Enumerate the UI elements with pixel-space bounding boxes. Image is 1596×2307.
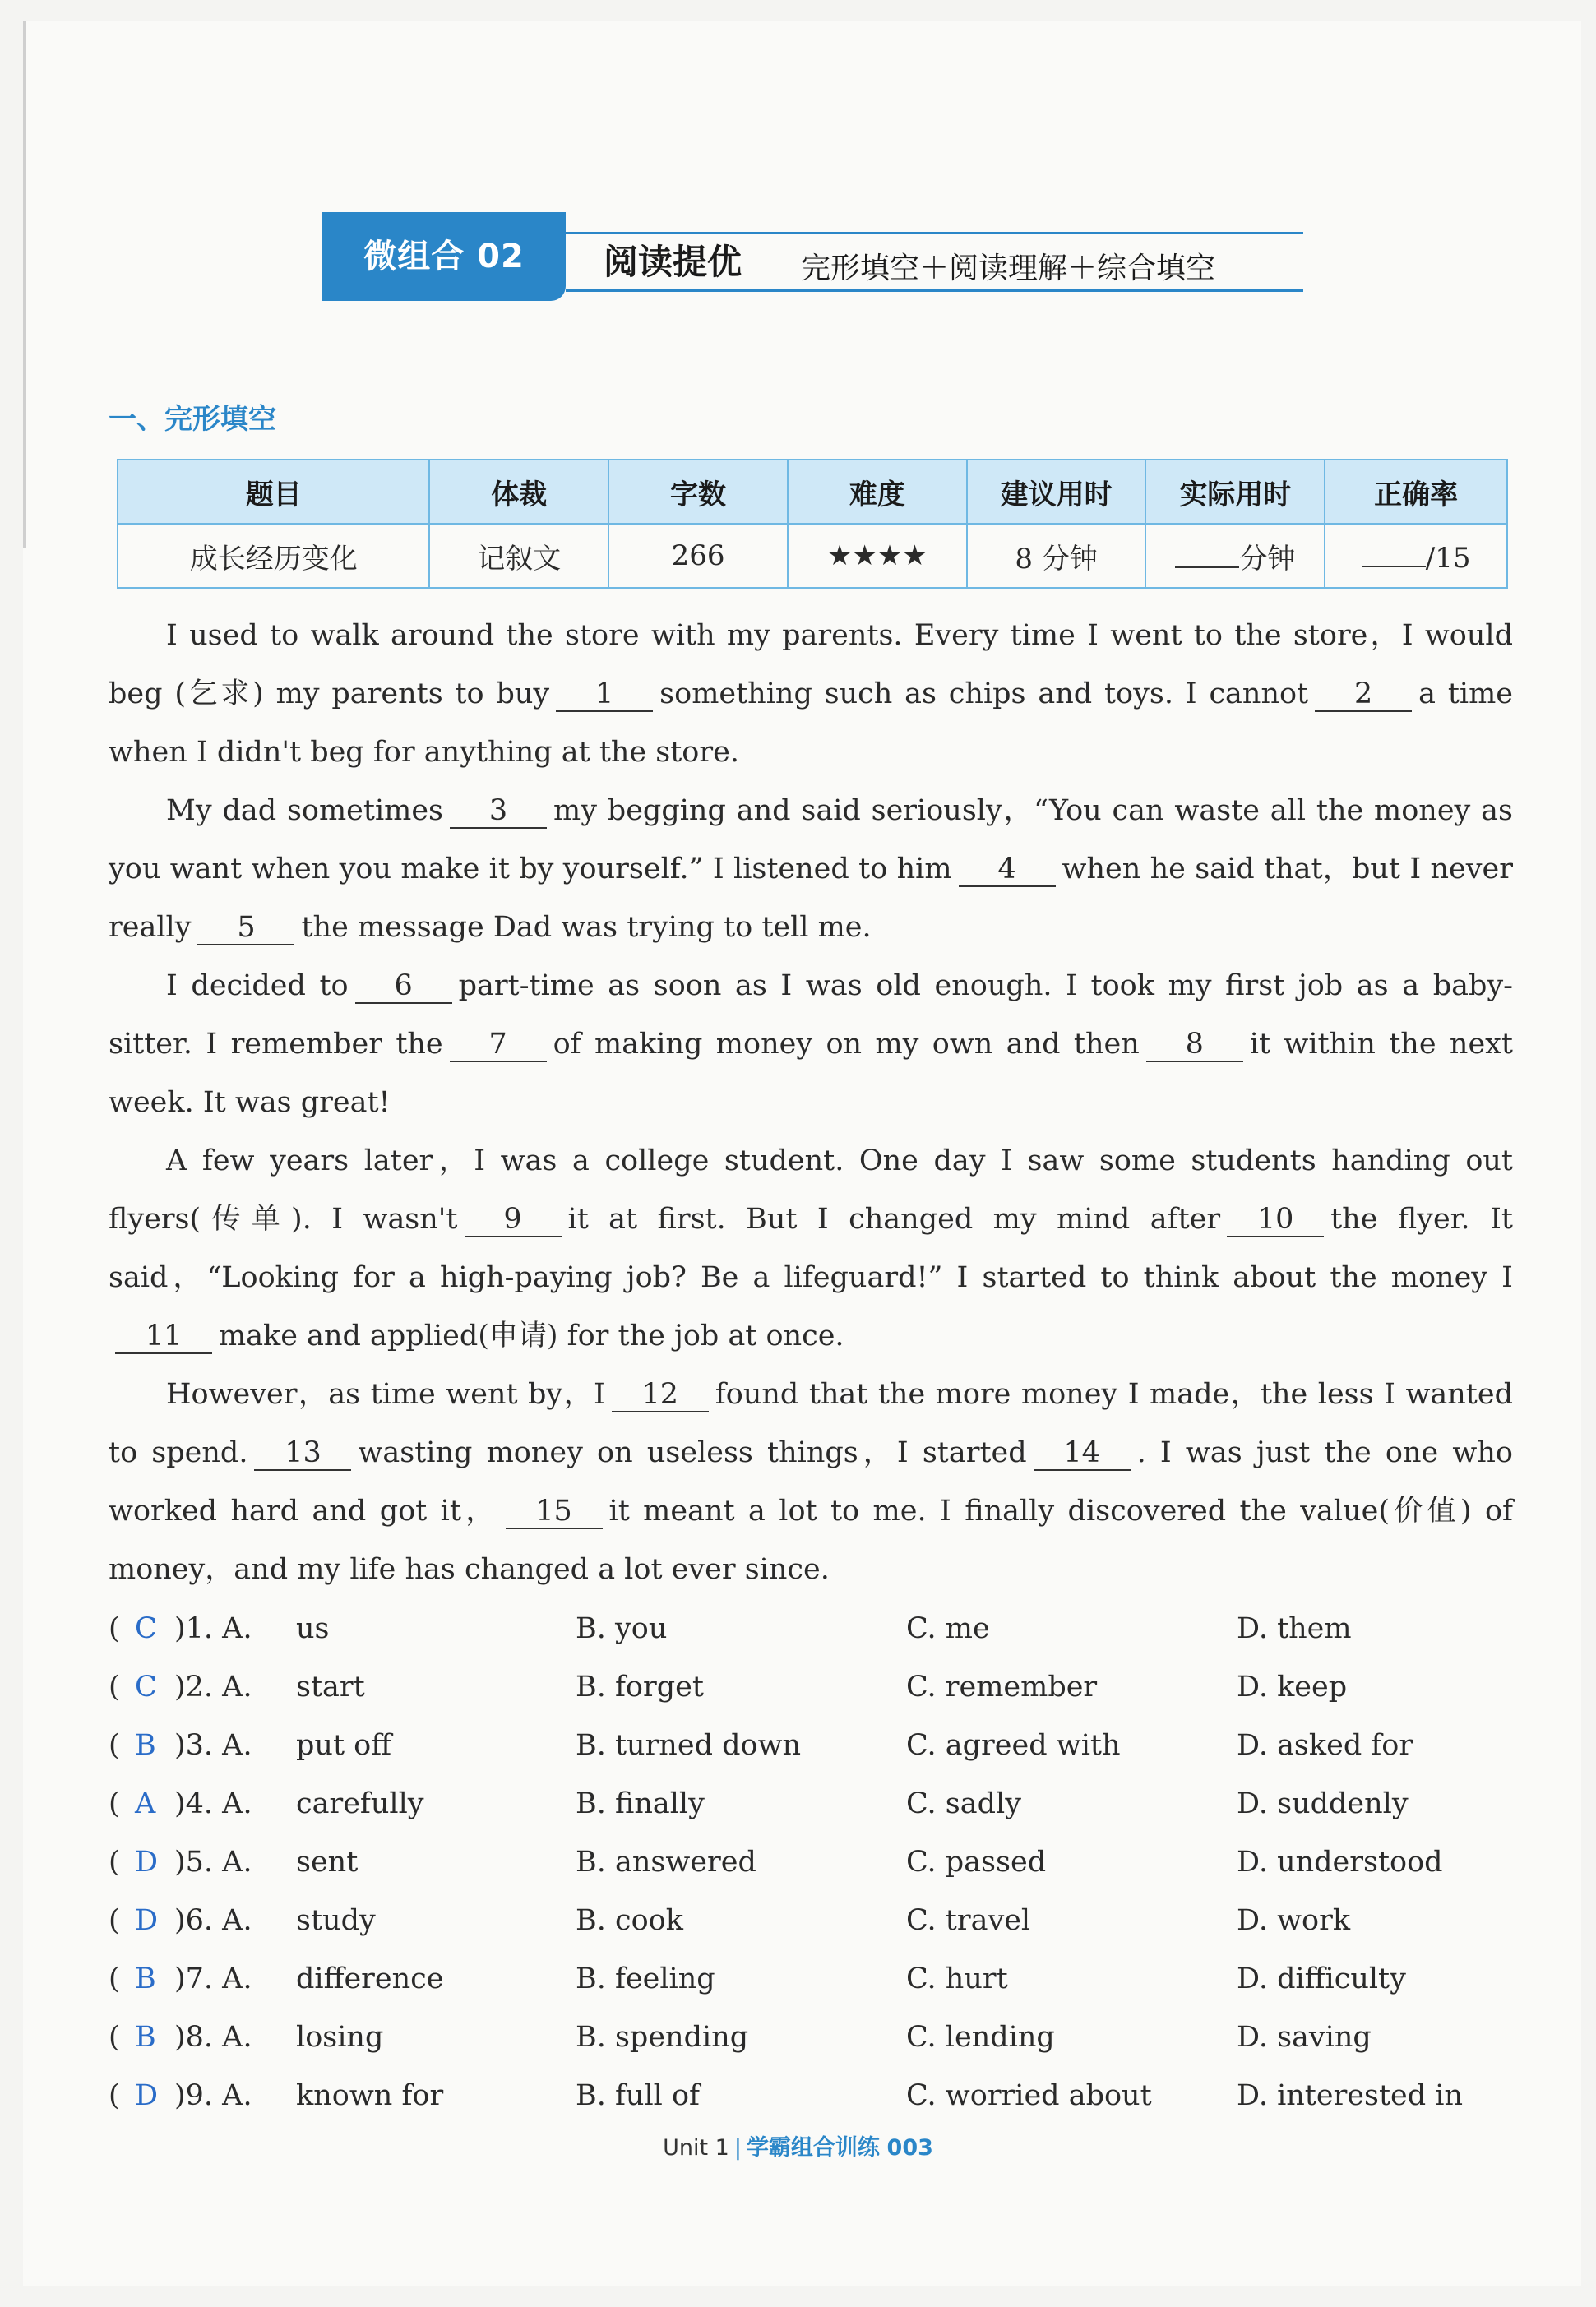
cell-suggested-time: 8 分钟 (967, 524, 1146, 588)
option-c[interactable]: C. hurt (906, 1963, 1008, 1995)
question-list (109, 1600, 1513, 2125)
paragraph-1 (109, 607, 1513, 782)
option-b[interactable]: B. finally (576, 1787, 705, 1820)
gap-10: 10 (1227, 1203, 1324, 1237)
option-d[interactable]: D. difficulty (1237, 1963, 1406, 1995)
gap-8: 8 (1146, 1028, 1243, 1062)
header-topic: 题目 (118, 460, 429, 524)
question-row (109, 2067, 1513, 2125)
table-row (118, 524, 1507, 588)
banner-line-bottom (566, 289, 1303, 292)
option-a[interactable]: losing (296, 2021, 384, 2054)
option-c[interactable]: C. travel (906, 1904, 1031, 1937)
passage-text: part-time as soon as I was old enough. I took my first job as a baby-sitter. I remember the (109, 969, 1513, 1061)
question-number: )5. A. (174, 1846, 252, 1879)
option-a[interactable]: start (296, 1671, 365, 1704)
option-d[interactable]: D. asked for (1237, 1729, 1413, 1762)
passage-text: My dad sometimes (166, 794, 444, 827)
option-c[interactable]: C. remember (906, 1671, 1098, 1704)
option-b[interactable]: B. full of (576, 2079, 701, 2112)
question-number: )3. A. (174, 1729, 252, 1762)
passage-text: it within the next week. It was great! (109, 1028, 1513, 1119)
gap-11: 11 (115, 1320, 212, 1354)
passage-text: make and applied(申请) for the job at once. (219, 1320, 844, 1352)
option-b[interactable]: B. feeling (576, 1963, 715, 1995)
option-c[interactable]: C. passed (906, 1846, 1047, 1879)
footer-brand: 学霸组合训练 (746, 2135, 880, 2161)
header-difficulty: 难度 (788, 460, 967, 524)
question-row (109, 1892, 1513, 1950)
option-d[interactable]: D. work (1237, 1904, 1351, 1937)
passage-text: wasting money on useless things，I started (358, 1436, 1027, 1469)
option-b[interactable]: B. forget (576, 1671, 704, 1704)
paragraph-4 (109, 1132, 1513, 1366)
gap-15: 15 (506, 1495, 603, 1529)
question-row (109, 2009, 1513, 2067)
answer-choice[interactable]: B (135, 1729, 156, 1762)
passage-text: However，as time went by，I (166, 1378, 605, 1411)
option-a[interactable]: study (296, 1904, 376, 1937)
paragraph-3 (109, 957, 1513, 1132)
option-b[interactable]: B. answered (576, 1846, 756, 1879)
gap-6: 6 (355, 969, 452, 1004)
section-title: 一、完形填空 (109, 403, 276, 436)
cell-actual-time (1145, 524, 1325, 588)
paren-open: ( (109, 1846, 120, 1879)
passage-text: a time when I didn't beg for anything at the store. (109, 677, 1514, 769)
option-d[interactable]: D. saving (1237, 2021, 1372, 2054)
paragraph-5 (109, 1366, 1513, 1599)
paren-open: ( (109, 1963, 120, 1995)
option-c[interactable]: C. me (906, 1612, 990, 1645)
question-number: )4. A. (174, 1787, 252, 1820)
question-row (109, 1833, 1513, 1892)
paren-open: ( (109, 1729, 120, 1762)
passage-text: it at first. But I changed my mind after (567, 1203, 1221, 1236)
paren-open: ( (109, 2021, 120, 2054)
cell-difficulty-stars: ★★★★ (788, 524, 967, 588)
option-c[interactable]: C. worried about (906, 2079, 1152, 2112)
option-a[interactable]: known for (296, 2079, 444, 2112)
paragraph-2 (109, 782, 1513, 957)
cell-genre: 记叙文 (429, 524, 608, 588)
question-row (109, 1717, 1513, 1775)
gap-4: 4 (959, 853, 1056, 887)
cell-accuracy (1325, 524, 1507, 588)
passage-text: the flyer. It said，“Looking for a high-paying job? Be a lifeguard!” I started to think about the money I (109, 1203, 1513, 1294)
question-number: )9. A. (174, 2079, 252, 2112)
answer-choice[interactable]: D (135, 2079, 159, 2112)
cloze-passage (109, 607, 1513, 1599)
option-c[interactable]: C. sadly (906, 1787, 1021, 1820)
option-b[interactable]: B. cook (576, 1904, 683, 1937)
passage-text: found that the more money I made，the less I wanted to spend. (109, 1378, 1513, 1469)
option-a[interactable]: put off (296, 1729, 392, 1762)
option-a[interactable]: us (296, 1612, 330, 1645)
passage-text: I decided to (166, 969, 349, 1002)
binding-rule (23, 21, 26, 548)
gap-12: 12 (612, 1378, 709, 1412)
option-a[interactable]: sent (296, 1846, 359, 1879)
page-footer (0, 2129, 1596, 2161)
question-row (109, 1775, 1513, 1833)
header-words: 字数 (608, 460, 788, 524)
footer-separator: | (733, 2135, 742, 2161)
option-d[interactable]: D. interested in (1237, 2079, 1464, 2112)
answer-choice[interactable]: D (135, 1904, 159, 1937)
paren-open: ( (109, 1612, 120, 1645)
question-number: )1. A. (174, 1612, 252, 1645)
header-genre: 体裁 (429, 460, 608, 524)
banner-line-top (566, 232, 1303, 234)
option-c[interactable]: C. agreed with (906, 1729, 1121, 1762)
option-d[interactable]: D. suddenly (1237, 1787, 1409, 1820)
paren-open: ( (109, 1787, 120, 1820)
header-actual-time: 实际用时 (1145, 460, 1325, 524)
table-header-row (118, 460, 1507, 524)
answer-choice[interactable]: A (135, 1787, 156, 1820)
cell-topic: 成长经历变化 (118, 524, 429, 588)
answer-choice[interactable]: B (135, 1963, 156, 1995)
option-b[interactable]: B. spending (576, 2021, 749, 2054)
answer-choice[interactable]: D (135, 1846, 159, 1879)
question-row (109, 1600, 1513, 1658)
option-c[interactable]: C. lending (906, 2021, 1055, 2054)
header-suggested-time: 建议用时 (967, 460, 1146, 524)
question-number: )6. A. (174, 1904, 252, 1937)
footer-unit: Unit 1 (663, 2135, 729, 2161)
gap-5: 5 (197, 911, 294, 945)
answer-choice[interactable]: B (135, 2021, 156, 2054)
passage-text: I used to walk around the store with my parents. Every time I went to the store，I would beg (乞求) my parents to buy (109, 619, 1513, 710)
actual-time-blank[interactable] (1175, 539, 1239, 568)
option-d[interactable]: D. keep (1237, 1671, 1348, 1704)
option-a[interactable]: difference (296, 1963, 444, 1995)
gap-3: 3 (450, 794, 547, 829)
question-row (109, 1658, 1513, 1717)
banner-tab: 微组合 02 (322, 212, 566, 301)
question-number: )7. A. (174, 1963, 252, 1995)
footer-page-number: 003 (886, 2135, 933, 2161)
passage-text: A few years later，I was a college student. One day I saw some students handing out flyers(传单). I wasn't (109, 1144, 1513, 1236)
question-number: )8. A. (174, 2021, 252, 2054)
passage-text: the message Dad was trying to tell me. (301, 911, 872, 944)
question-row (109, 1950, 1513, 2009)
gap-14: 14 (1034, 1436, 1131, 1471)
passage-text: when he said that，but I never really (109, 853, 1513, 944)
cell-words: 266 (608, 524, 788, 588)
option-b[interactable]: B. you (576, 1612, 668, 1645)
passage-text: . I was just the one who worked hard and got it， (109, 1436, 1513, 1528)
option-a[interactable]: carefully (296, 1787, 424, 1820)
question-number: )2. A. (174, 1671, 252, 1704)
paren-open: ( (109, 1904, 120, 1937)
answer-choice[interactable]: C (135, 1671, 157, 1704)
answer-choice[interactable]: C (135, 1612, 157, 1645)
banner-title: 阅读提优 (604, 242, 742, 282)
gap-2: 2 (1315, 677, 1412, 712)
actual-time-unit: 分钟 (1239, 542, 1296, 576)
paren-open: ( (109, 1671, 120, 1704)
option-d[interactable]: D. them (1237, 1612, 1352, 1645)
gap-13: 13 (254, 1436, 351, 1471)
header-accuracy: 正确率 (1325, 460, 1507, 524)
gap-7: 7 (450, 1028, 547, 1062)
accuracy-suffix: /15 (1425, 541, 1471, 575)
accuracy-blank[interactable] (1362, 538, 1426, 567)
gap-9: 9 (465, 1203, 562, 1237)
option-b[interactable]: B. turned down (576, 1729, 802, 1762)
passage-text: it meant a lot to me. I finally discovered the value(价值) of money，and my life has changed a lot ever since. (109, 1495, 1513, 1586)
section-banner (322, 212, 1303, 301)
passage-text: something such as chips and toys. I cannot (659, 677, 1309, 710)
info-table (117, 459, 1508, 589)
gap-1: 1 (556, 677, 653, 712)
option-d[interactable]: D. understood (1237, 1846, 1443, 1879)
passage-text: my begging and said seriously，“You can waste all the money as you want when you make it by yourself.” I listened to him (109, 794, 1513, 885)
banner-subtitle: 完形填空＋阅读理解＋综合填空 (801, 252, 1216, 285)
paren-open: ( (109, 2079, 120, 2112)
passage-text: of making money on my own and then (553, 1028, 1140, 1061)
